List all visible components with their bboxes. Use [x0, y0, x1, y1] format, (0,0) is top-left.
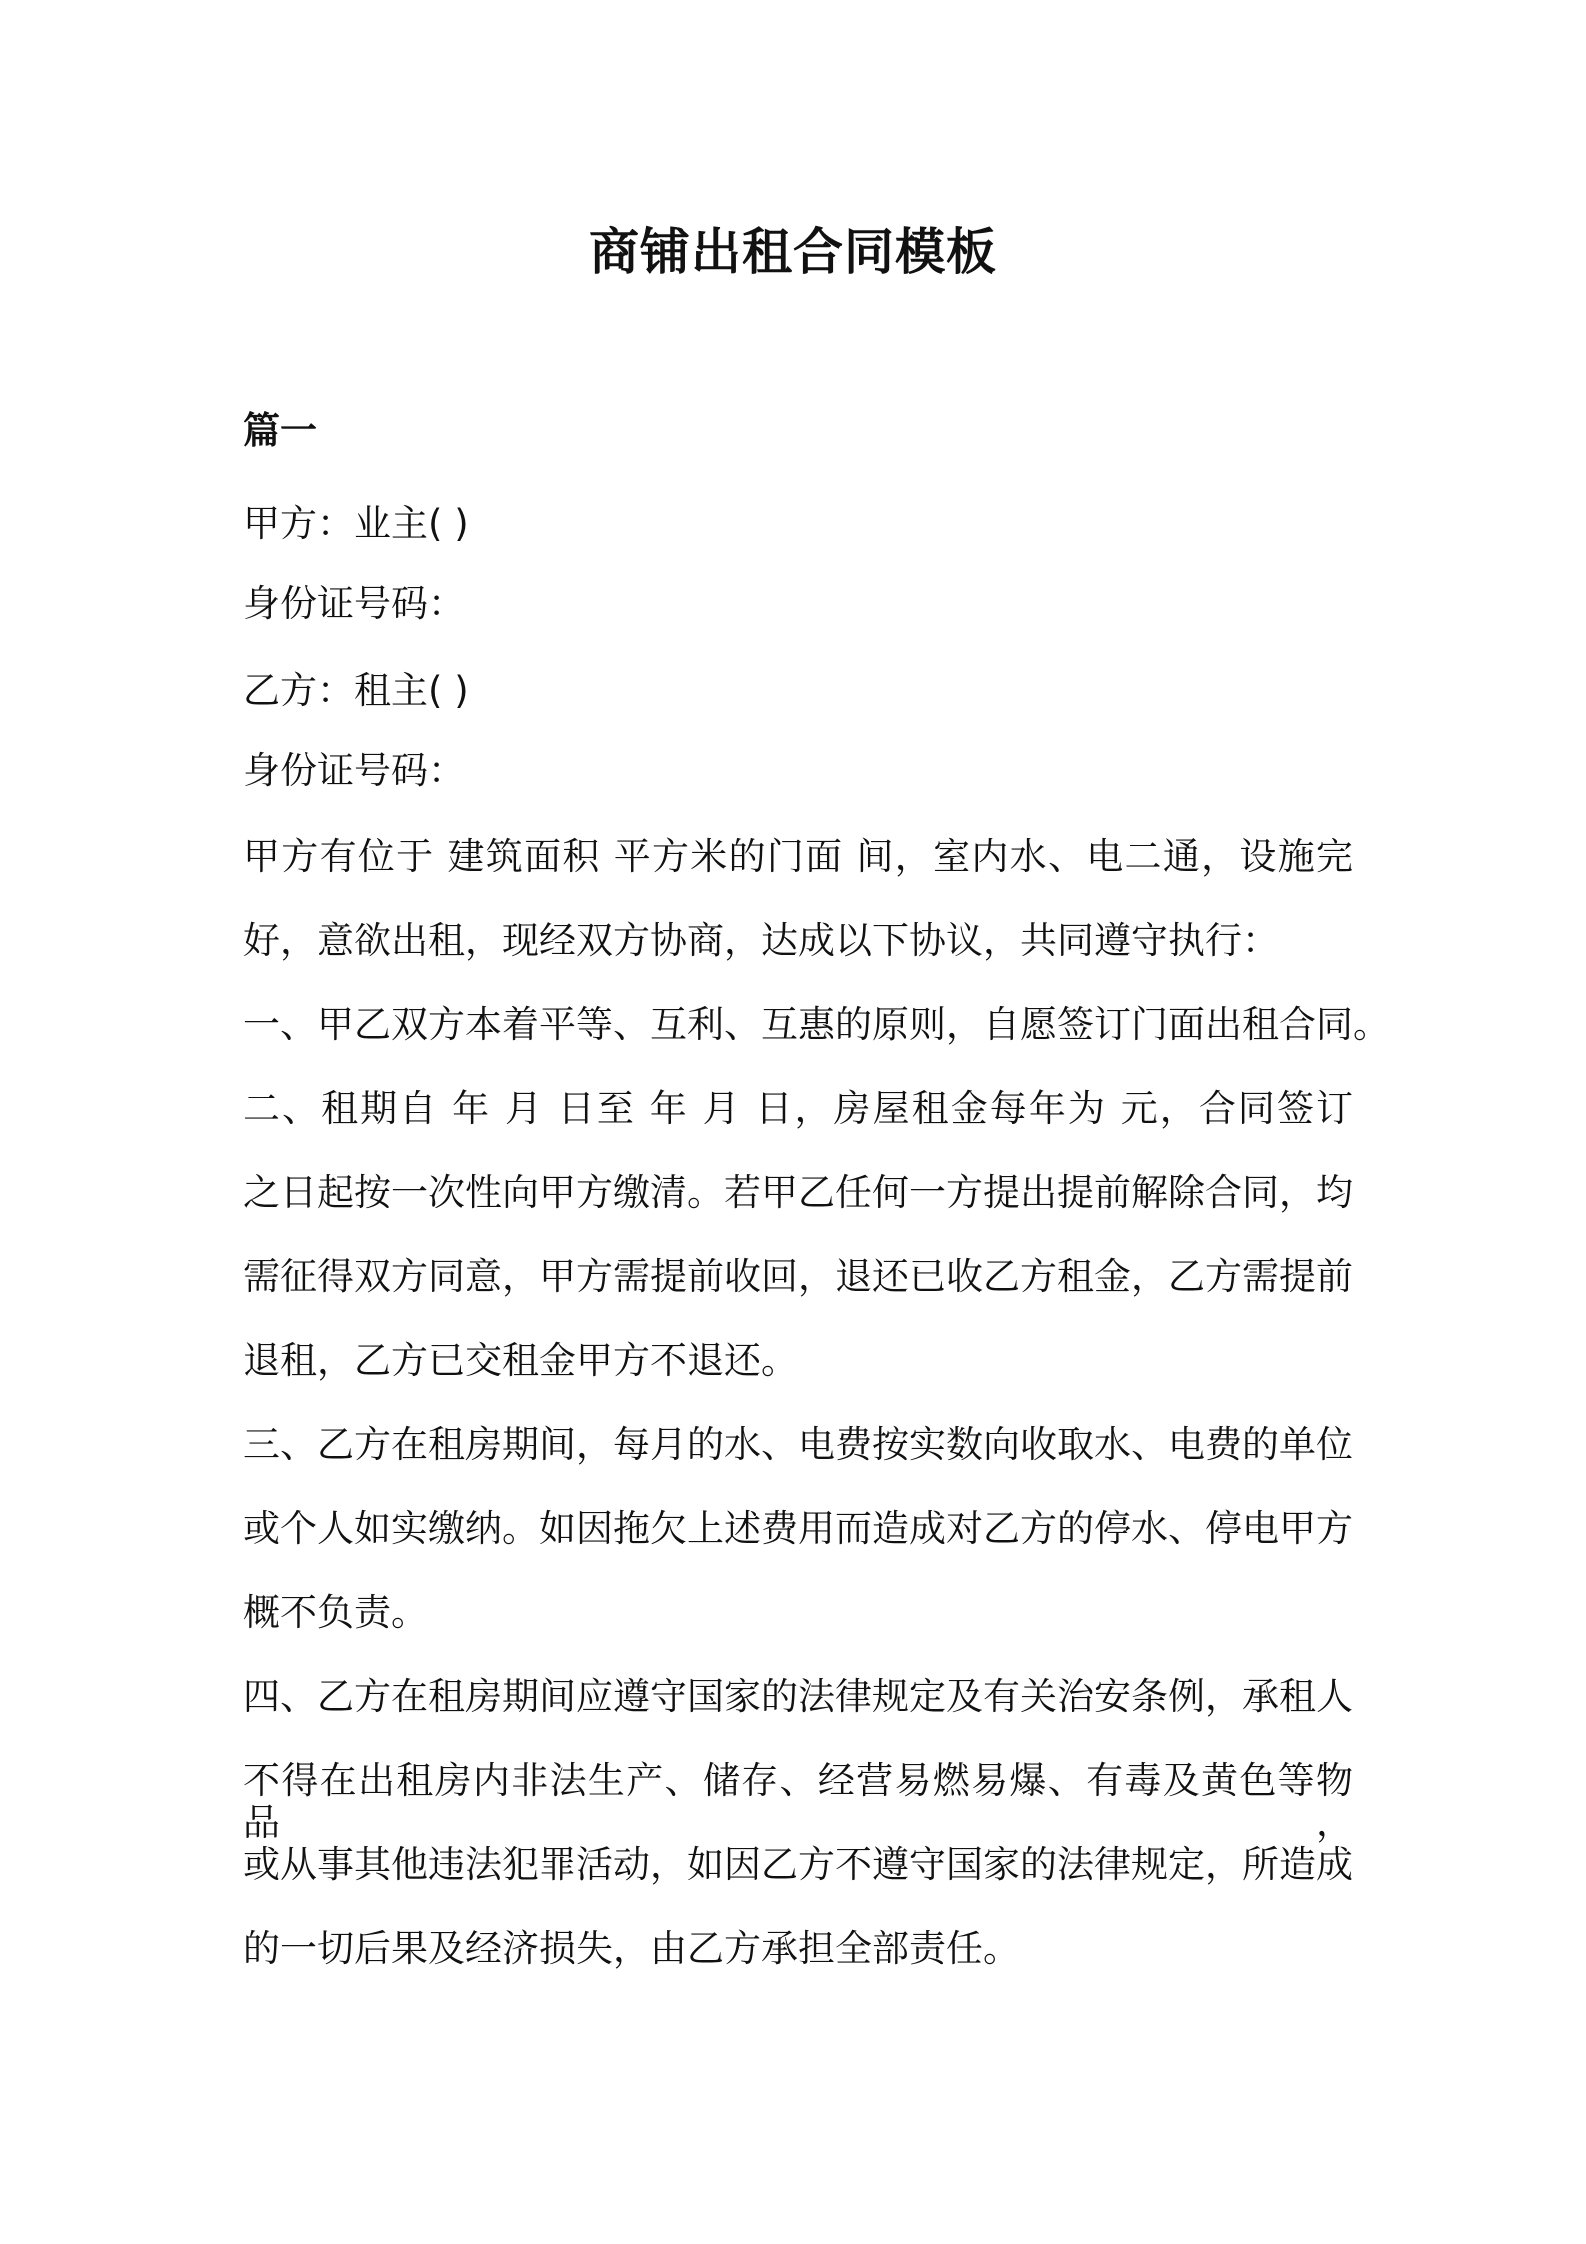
- clause-4-line: 四、乙方在租房期间应遵守国家的法律规定及有关治安条例，承租人: [243, 1675, 1353, 1718]
- clause-2-line: 二、租期自 年 月 日至 年 月 日，房屋租金每年为 元，合同签订: [243, 1087, 1353, 1130]
- clause-4-line: 或从事其他违法犯罪活动，如因乙方不遵守国家的法律规定，所造成: [243, 1843, 1353, 1886]
- clause-3-line: 概不负责。: [243, 1591, 428, 1634]
- clause-3-line: 或个人如实缴纳。如因拖欠上述费用而造成对乙方的停水、停电甲方: [243, 1507, 1353, 1550]
- clause-3-line: 三、乙方在租房期间，每月的水、电费按实数向收取水、电费的单位: [243, 1423, 1353, 1466]
- clause-2-line: 退租，乙方已交租金甲方不退还。: [243, 1339, 798, 1382]
- clause-4-line: 不得在出租房内非法生产、储存、经营易燃易爆、有毒及黄色等物品，: [243, 1759, 1353, 1844]
- document-title: 商铺出租合同模板: [589, 223, 997, 281]
- party-a-line: 甲方：业主( ): [243, 502, 469, 545]
- clause-2-line: 之日起按一次性向甲方缴清。若甲乙任何一方提出提前解除合同，均: [243, 1171, 1353, 1214]
- intro-line: 甲方有位于 建筑面积 平方米的门面 间，室内水、电二通，设施完: [243, 835, 1353, 878]
- section-heading: 篇一: [243, 409, 317, 452]
- party-a-id-line: 身份证号码：: [243, 582, 465, 625]
- clause-2-line: 需征得双方同意，甲方需提前收回，退还已收乙方租金，乙方需提前: [243, 1255, 1353, 1298]
- intro-line: 好，意欲出租，现经双方协商，达成以下协议，共同遵守执行：: [243, 919, 1279, 962]
- party-b-id-line: 身份证号码：: [243, 749, 465, 792]
- clause-1-line: 一、甲乙双方本着平等、互利、互惠的原则，自愿签订门面出租合同。: [243, 1003, 1390, 1046]
- clause-4-line: 的一切后果及经济损失，由乙方承担全部责任。: [243, 1927, 1020, 1970]
- party-b-line: 乙方：租主( ): [243, 669, 469, 712]
